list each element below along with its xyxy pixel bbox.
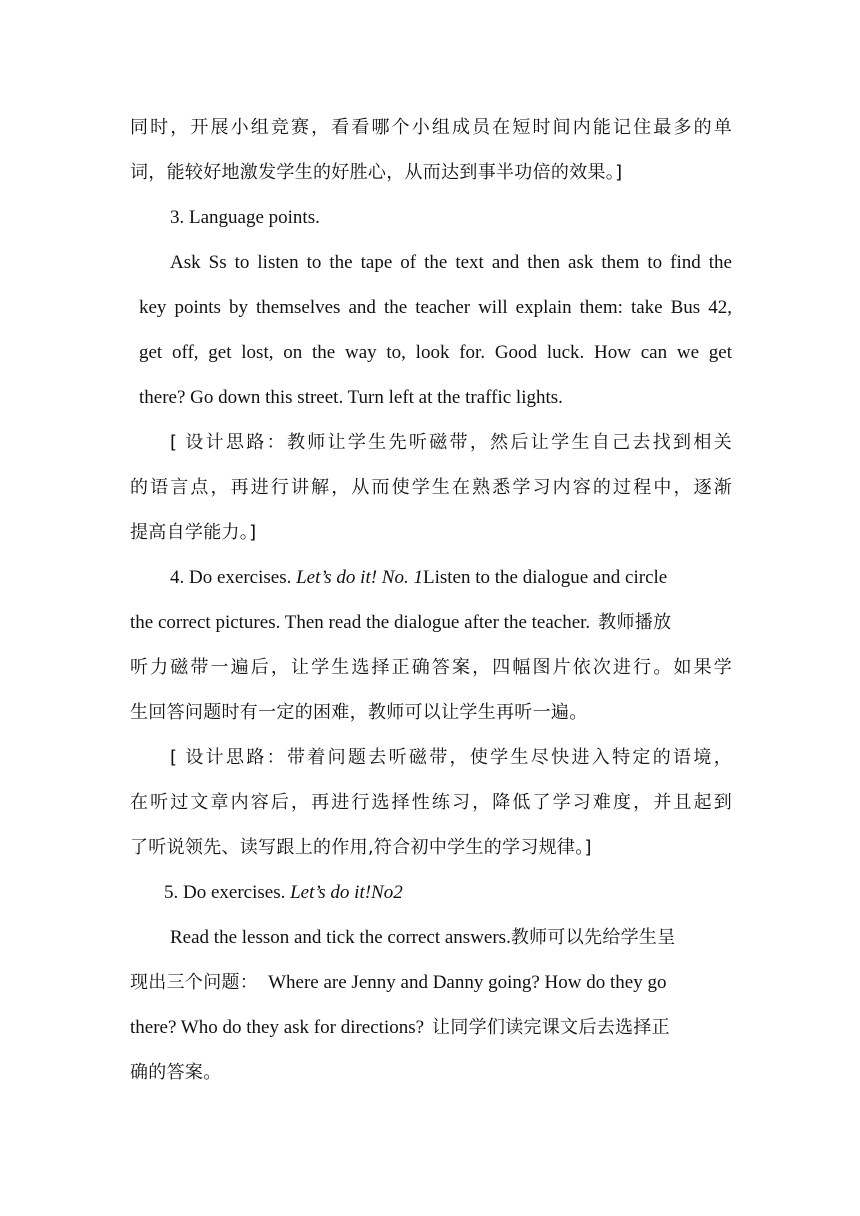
paragraph-line <box>170 925 732 951</box>
design-note-line: 的语言点，再进行讲解，从而使学生在熟悉学习内容的过程中，逐渐 <box>130 477 732 498</box>
design-note-line: 提高自学能力。] <box>130 522 257 543</box>
paragraph-line <box>130 970 732 996</box>
paragraph-line: there? Go down this street. Turn left at the traffic lights. <box>139 387 563 408</box>
exercise-heading <box>164 880 732 906</box>
paragraph-text-cn: 让同学们读完课文后去选择正 <box>432 1017 670 1038</box>
paragraph-line: Ask Ss to listen to the tape of the text and then ask them to find the <box>170 252 732 273</box>
paragraph-line: 同时，开展小组竞赛，看看哪个小组成员在短时间内能记住最多的单 <box>130 117 732 138</box>
question-text: Where are Jenny and Danny going? How do they go <box>268 972 667 993</box>
design-note-line: [ 设计思路：带着问题去听磁带，使学生尽快进入特定的语境， <box>170 747 732 768</box>
paragraph-line: 生回答问题时有一定的困难，教师可以让学生再听一遍。 <box>130 702 588 723</box>
paragraph-text-cn: 教师播放 <box>598 612 672 633</box>
section-heading: 3. Language points. <box>170 207 320 228</box>
exercise-heading <box>170 565 732 591</box>
paragraph-text: Read the lesson and tick the correct answers. <box>170 927 511 948</box>
paragraph-line: get off, get lost, on the way to, look for. Good luck. How can we get <box>139 342 732 363</box>
paragraph-text-cn: 教师可以先给学生呈 <box>510 927 676 948</box>
exercise-heading-rest: Listen to the dialogue and circle <box>422 567 668 588</box>
design-note-line: [ 设计思路：教师让学生先听磁带，然后让学生自己去找到相关 <box>170 432 732 453</box>
exercise-heading-italic: Let’s do it!No2 <box>290 882 403 903</box>
question-text: there? Who do they ask for directions? <box>130 1017 425 1038</box>
paragraph-line <box>130 1015 732 1041</box>
paragraph-line <box>130 610 732 636</box>
paragraph-text-cn: 现出三个问题： <box>130 972 259 993</box>
paragraph-line: key points by themselves and the teacher will explain them: take Bus 42, <box>139 297 732 318</box>
exercise-heading-prefix: 4. Do exercises. <box>170 567 297 588</box>
design-note-line: 了听说领先、读写跟上的作用,符合初中学生的学习规律。] <box>130 837 592 858</box>
paragraph-line: 听力磁带一遍后，让学生选择正确答案，四幅图片依次进行。如果学 <box>130 657 732 678</box>
exercise-heading-prefix: 5. Do exercises. <box>164 882 291 903</box>
paragraph-line: 确的答案。 <box>130 1062 222 1083</box>
design-note-line: 在听过文章内容后，再进行选择性练习，降低了学习难度，并且起到 <box>130 792 732 813</box>
paragraph-line: 词，能较好地激发学生的好胜心，从而达到事半功倍的效果。] <box>130 162 623 183</box>
paragraph-text: the correct pictures. Then read the dialogue after the teacher. <box>130 612 591 633</box>
exercise-heading-italic: Let’s do it! No. 1 <box>296 567 423 588</box>
